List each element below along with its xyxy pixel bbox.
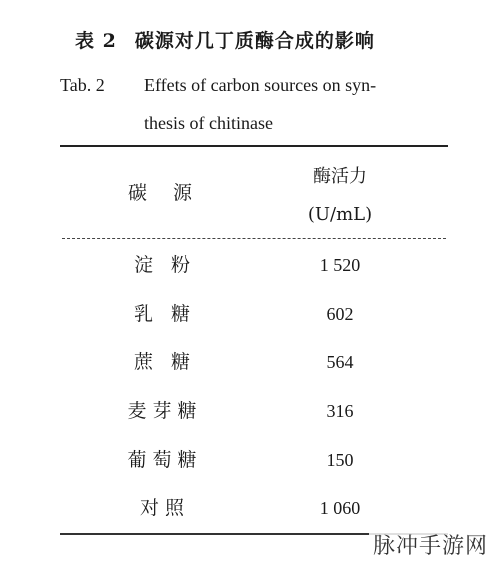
table-number-en: Tab. 2 [60, 75, 105, 95]
header-enzyme-activity-label: 酶活力 [313, 166, 367, 187]
row-carbon-source: 葡萄糖 [127, 449, 203, 471]
row-enzyme-activity: 1 060 [319, 498, 361, 518]
table-row [60, 299, 448, 329]
row-carbon-source: 麦芽糖 [127, 400, 203, 422]
table-title-cn [75, 26, 375, 53]
row-enzyme-activity: 564 [326, 352, 354, 372]
table-row [60, 396, 448, 426]
row-carbon-source: 乳 糖 [133, 303, 197, 325]
table-number-cn: 表 2 [75, 30, 117, 52]
table-header-rule [62, 238, 446, 239]
table-top-rule [60, 145, 448, 147]
table-caption-cn: 碳源对几丁质酶合成的影响 [134, 30, 375, 52]
watermark: 脉冲手游网 [369, 529, 492, 560]
header-carbon-source: 碳 源 [127, 182, 203, 204]
row-enzyme-activity: 1 520 [319, 255, 361, 275]
table-caption-en-line1 [60, 66, 460, 104]
header-enzyme-activity [270, 158, 410, 234]
table-row [60, 493, 448, 523]
row-enzyme-activity: 602 [326, 304, 354, 324]
header-enzyme-activity-unit: (U/mL) [307, 204, 373, 225]
row-carbon-source: 蔗 糖 [133, 351, 197, 373]
row-carbon-source: 淀 粉 [133, 254, 197, 276]
table-row [60, 445, 448, 475]
table-caption-en-text1: Effets of carbon sources on syn- [144, 75, 377, 95]
table-title-en [60, 66, 460, 142]
row-enzyme-activity: 150 [326, 450, 354, 470]
table-caption-en-line2: thesis of chitinase [144, 113, 273, 133]
row-carbon-source: 对照 [139, 497, 190, 519]
table-row [60, 347, 448, 377]
row-enzyme-activity: 316 [326, 401, 354, 421]
table-row [60, 250, 448, 280]
